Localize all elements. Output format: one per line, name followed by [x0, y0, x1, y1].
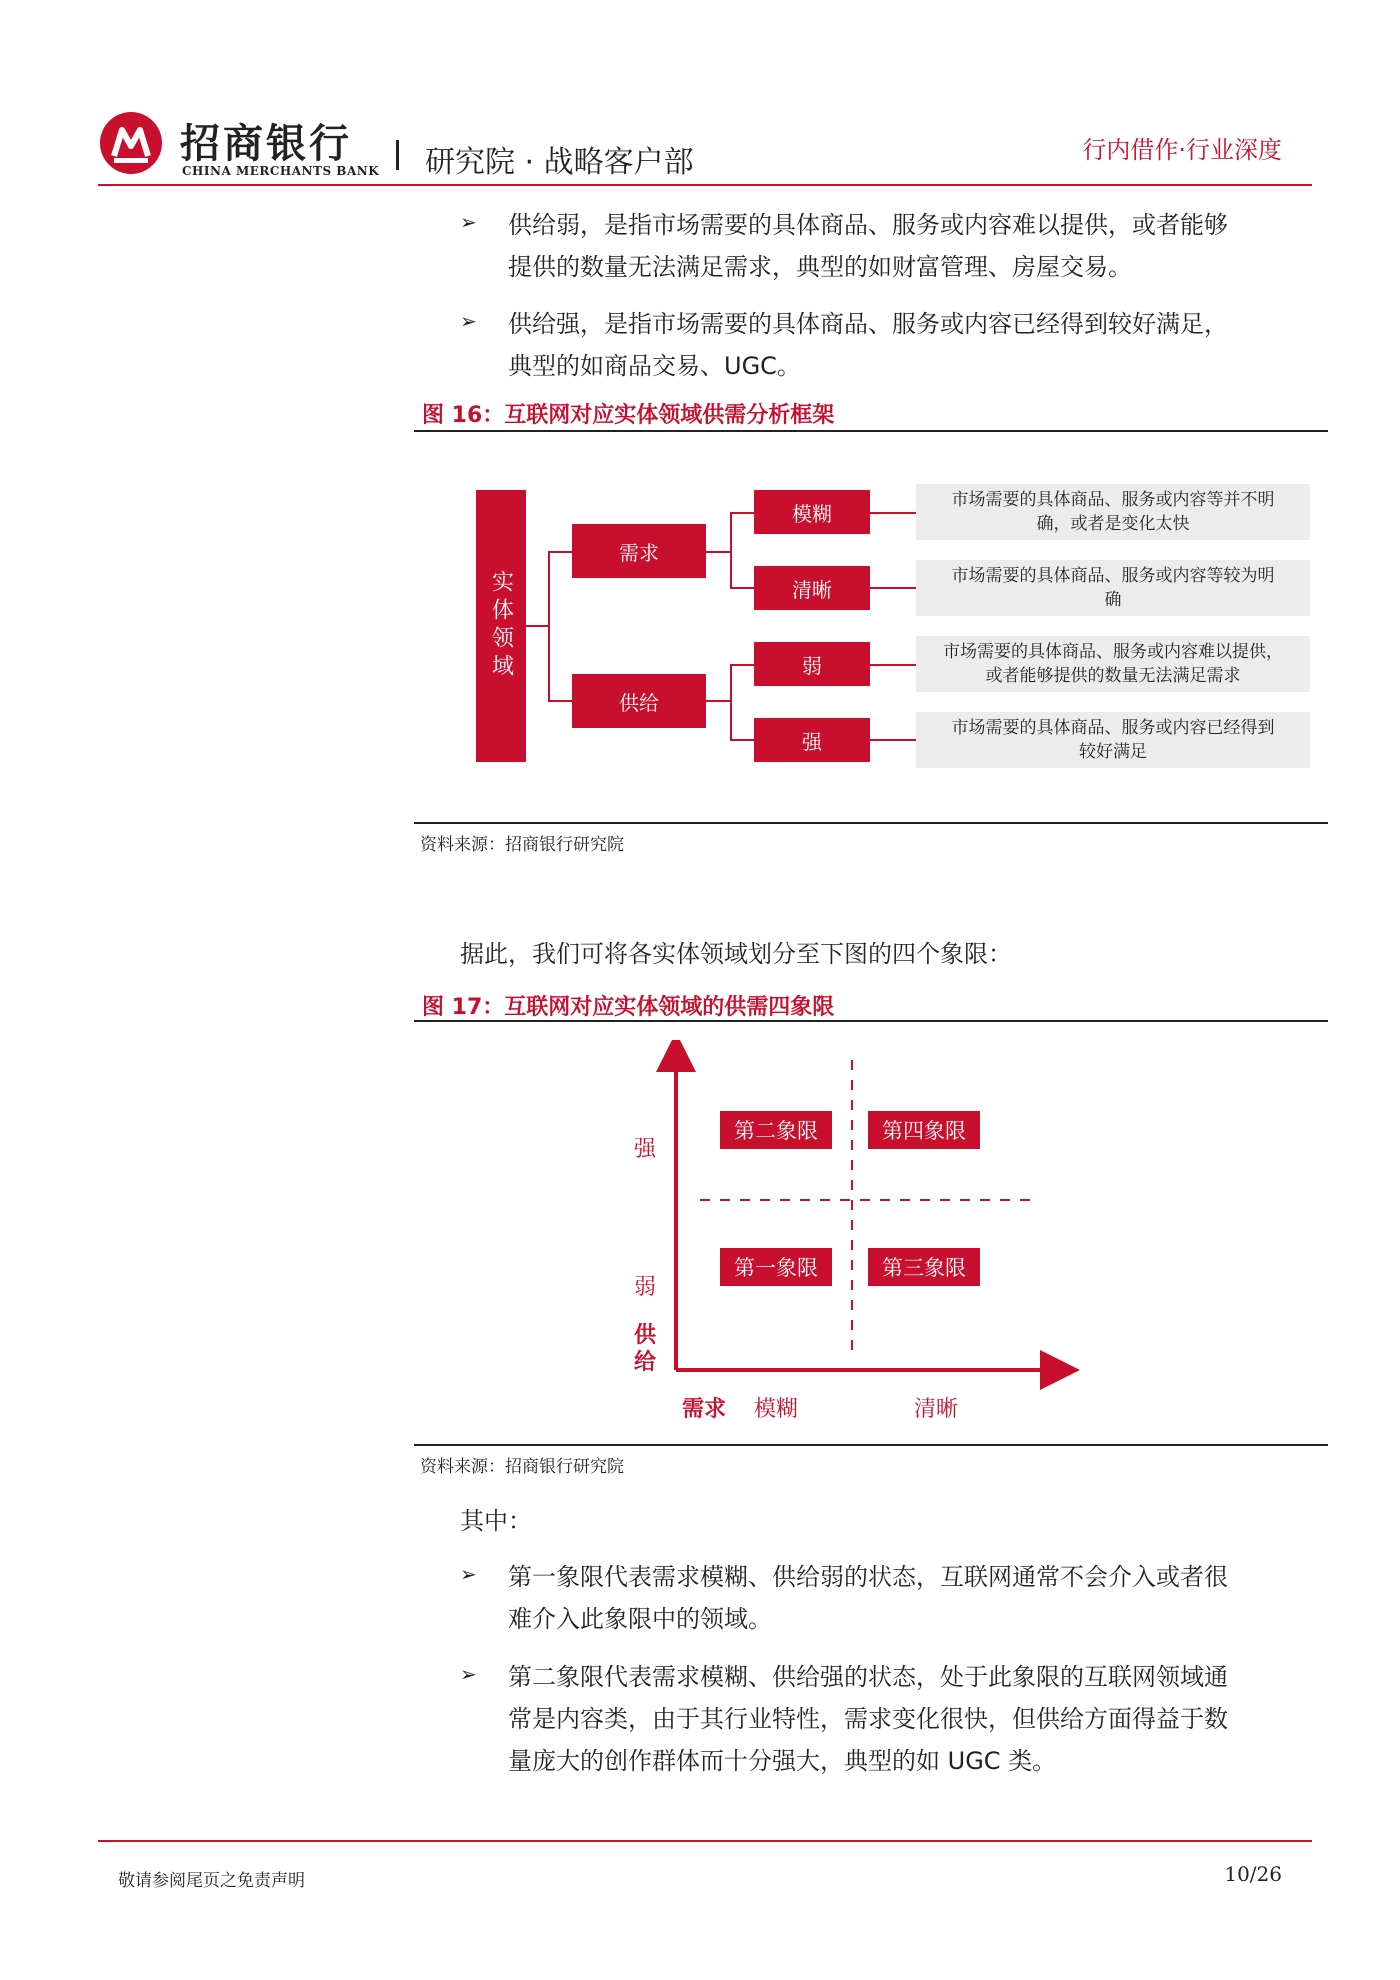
bullet-arrow-icon: ➢ — [460, 309, 477, 333]
figure-16-title: 图 16：互联网对应实体领域供需分析框架 — [422, 403, 835, 428]
connector — [870, 739, 916, 741]
connector — [730, 664, 754, 666]
connector — [548, 551, 550, 701]
bank-name-cn: 招商银行 — [180, 120, 352, 167]
diagram-desc-clear: 市场需要的具体商品、服务或内容等较为明 确 — [916, 560, 1310, 616]
quadrant-3-label: 第三象限 — [868, 1248, 980, 1286]
connector — [548, 700, 572, 702]
x-axis-vague-label: 模糊 — [754, 1397, 799, 1422]
x-axis-title: 需求 — [682, 1397, 727, 1422]
connector — [730, 739, 754, 741]
figure-16-source: 资料来源：招商银行研究院 — [420, 835, 624, 855]
diagram-root-node: 实体领域 — [476, 490, 526, 762]
connector — [730, 587, 754, 589]
quadrant-2-label: 第二象限 — [720, 1111, 832, 1149]
header-report-type: 行内借作·行业深度 — [1082, 136, 1282, 164]
connector — [730, 512, 732, 588]
bullet-text: 第一象限代表需求模糊、供给弱的状态，互联网通常不会介入或者很 难介入此象限中的领域。 — [508, 1563, 1228, 1633]
among-paragraph: 其中： — [460, 1507, 532, 1535]
transition-paragraph: 据此，我们可将各实体领域划分至下图的四个象限： — [460, 940, 1012, 968]
connector — [548, 551, 572, 553]
bullet-arrow-icon: ➢ — [460, 210, 477, 234]
connector — [730, 664, 732, 740]
connector — [706, 700, 730, 702]
connector — [870, 664, 916, 666]
diagram-demand-node: 需求 — [572, 524, 706, 578]
quadrant-1-label: 第一象限 — [720, 1248, 832, 1286]
diagram-leaf-weak: 弱 — [754, 642, 870, 686]
header-separator — [396, 140, 399, 170]
bank-logo-m-icon — [100, 112, 162, 174]
bullet-text: 第二象限代表需求模糊、供给强的状态，处于此象限的互联网领域通 常是内容类，由于其行业特性，需求变化很快，但供给方面得益于数 量庞大的创作群体而十分强大，典型的如 UGC 类。 — [508, 1663, 1228, 1775]
x-axis-clear-label: 清晰 — [914, 1397, 959, 1422]
y-axis-weak-label: 弱 — [634, 1275, 657, 1300]
diagram-leaf-vague: 模糊 — [754, 490, 870, 534]
diagram-leaf-clear: 清晰 — [754, 566, 870, 610]
connector — [870, 512, 916, 514]
header-institute: 研究院 · 战略客户部 — [425, 145, 694, 180]
figure-16-bottom-rule — [414, 822, 1328, 824]
diagram-leaf-strong: 强 — [754, 718, 870, 762]
figure-17-bottom-rule — [414, 1444, 1328, 1446]
bank-name-en: CHINA MERCHANTS BANK — [182, 164, 380, 178]
footer-disclaimer: 敬请参阅尾页之免责声明 — [118, 1871, 305, 1891]
figure-17-title: 图 17：互联网对应实体领域的供需四象限 — [422, 995, 835, 1020]
y-axis-title: 供给 — [634, 1323, 657, 1375]
footer-divider — [98, 1840, 1312, 1842]
bullet-text: 供给弱，是指市场需要的具体商品、服务或内容难以提供，或者能够 提供的数量无法满足需求，典型的如财富管理、房屋交易。 — [508, 211, 1228, 281]
diagram-supply-node: 供给 — [572, 674, 706, 728]
bullet-text: 供给强，是指市场需要的具体商品、服务或内容已经得到较好满足， 典型的如商品交易、UGC。 — [508, 310, 1228, 380]
diagram-desc-vague: 市场需要的具体商品、服务或内容等并不明 确，或者是变化太快 — [916, 484, 1310, 540]
connector — [870, 587, 916, 589]
connector — [706, 551, 730, 553]
page-number: 10/26 — [1224, 1862, 1282, 1886]
header-divider — [98, 184, 1312, 186]
figure-17-top-rule — [414, 1020, 1328, 1022]
figure-17-source: 资料来源：招商银行研究院 — [420, 1457, 624, 1477]
diagram-desc-strong: 市场需要的具体商品、服务或内容已经得到 较好满足 — [916, 712, 1310, 768]
figure-16-top-rule — [414, 430, 1328, 432]
y-axis-strong-label: 强 — [634, 1137, 657, 1162]
connector — [526, 625, 548, 627]
bullet-arrow-icon: ➢ — [460, 1562, 477, 1586]
quadrant-4-label: 第四象限 — [868, 1111, 980, 1149]
diagram-desc-weak: 市场需要的具体商品、服务或内容难以提供， 或者能够提供的数量无法满足需求 — [916, 636, 1310, 692]
quadrant-axes — [640, 1040, 1080, 1390]
connector — [730, 512, 754, 514]
bullet-arrow-icon: ➢ — [460, 1662, 477, 1686]
